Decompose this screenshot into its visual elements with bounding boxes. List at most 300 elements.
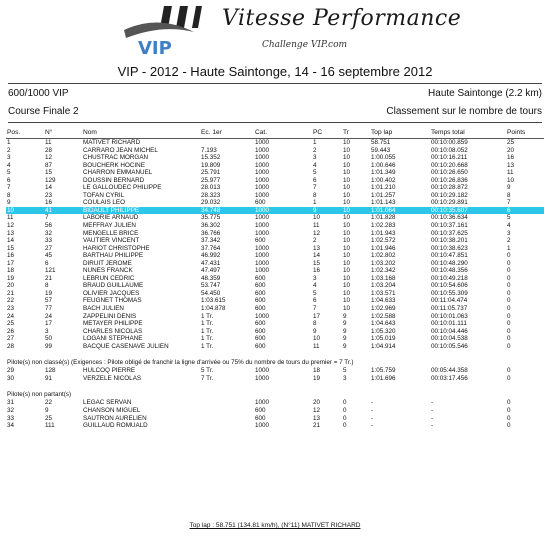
cell-gap: 5 Tr. [201,367,214,375]
cell-category: 1000 [255,184,270,192]
cell-top-lap: 1:00.646 [371,161,396,169]
cell-pos: 21 [7,289,15,297]
cell-number: 111 [45,422,55,430]
cell-laps: 0 [343,422,347,430]
cell-total-time: - [431,422,434,430]
cell-number: 57 [45,297,53,305]
cell-laps: 10 [343,191,351,199]
cell-total-time: 00:10:36.634 [431,214,468,222]
cell-total-time: 00:11:04.474 [431,297,468,305]
cell-pos: 23 [7,305,15,313]
cell-category: 1000 [255,267,270,275]
cell-pos: 20 [7,282,15,290]
cell-gap: 1 Tr. [201,335,214,343]
cell-number: 24 [45,312,53,320]
cell-pos: 34 [7,422,15,430]
cell-points: 0 [507,414,511,422]
cell-class-pos: 18 [313,367,321,375]
cell-name: HULCOQ PIERRE [83,367,136,375]
cell-class-pos: 20 [313,399,321,407]
cell-points: 0 [507,320,511,328]
cell-laps: 10 [343,297,351,305]
cell-category: 1000 [255,312,270,320]
divider [8,122,542,123]
cell-number: 15 [45,169,53,177]
cell-number: 128 [45,367,56,375]
cell-category: 1000 [255,139,270,146]
cell-total-time: 00:10:04.538 [431,335,468,343]
cell-top-lap: - [371,414,374,422]
cell-class-pos: 4 [313,161,317,169]
cell-top-lap: 1:03.168 [371,274,396,282]
cell-total-time: 00:10:37.625 [431,229,468,237]
cell-class-pos: 3 [313,274,317,282]
cell-top-lap: 1:01.257 [371,191,396,199]
cell-points: 0 [507,312,511,320]
cell-name: METAYER PHILIPPE [83,320,143,328]
cell-class-pos: 12 [313,406,321,414]
not-classified-heading [6,356,544,367]
cell-total-time: 00:10:29.182 [431,191,468,199]
cell-category: 600 [255,320,266,328]
table-row [6,328,544,336]
table-row [6,237,544,245]
cell-laps: 10 [343,259,351,267]
cell-total-time: 00:10:38.623 [431,244,468,252]
cell-total-time: 00:10:49.218 [431,274,468,282]
cell-total-time: 00:10:29.891 [431,199,468,207]
table-row [6,184,544,192]
cell-pos: 27 [7,335,15,343]
cell-points: 10 [507,176,515,184]
cell-class-pos: 13 [313,414,321,422]
table-row [6,169,544,177]
cell-name: FEUGNET THOMAS [83,297,142,305]
cell-class-pos: 6 [313,176,317,184]
cell-top-lap: 1:04.643 [371,320,396,328]
cell-pos: 7 [7,184,11,192]
cell-points: 13 [507,161,515,169]
cell-gap: 53.747 [201,282,221,290]
cell-gap: 54.450 [201,289,221,297]
cell-number: 121 [45,267,56,275]
cell-number: 3 [45,327,49,335]
table-row [6,252,544,260]
vip-logo [118,4,208,58]
cell-class-pos: 10 [313,214,321,222]
circuit-label: Haute Saintonge (2.2 km) [428,88,542,99]
cell-pos: 19 [7,274,15,282]
cell-pos: 24 [7,312,15,320]
cell-number: 21 [45,274,53,282]
cell-gap: 47.431 [201,259,221,267]
cell-top-lap: 1:03.202 [371,259,396,267]
cell-laps: 10 [343,244,351,252]
cell-pos: 8 [7,191,11,199]
cell-gap [200,415,254,423]
cell-laps: 9 [343,342,347,350]
cell-points: 0 [507,335,511,343]
cell-number: 9 [45,406,49,414]
cell-class-pos: 7 [313,305,317,313]
cell-points: 0 [507,406,511,414]
cell-gap [200,399,254,407]
cell-class-pos: 5 [313,169,317,177]
cell-gap: 34.748 [200,207,254,215]
not-started-heading [6,388,544,399]
cell-gap: 1:03.615 [201,297,226,305]
cell-gap [200,139,254,147]
column-header-total-time: Temps total [430,128,506,139]
cell-gap: 46.992 [201,252,221,260]
cell-points: 0 [507,327,511,335]
cell-category: 600 [255,342,266,350]
cell-pos: 2 [7,146,11,154]
cell-name: BACQUE CASENAVE JULIEN [83,342,169,350]
cell-gap: 1:04.878 [201,305,226,313]
cell-laps: 10 [343,139,351,146]
cell-pos: 14 [7,237,15,245]
table-row [6,422,544,430]
cell-laps: 10 [343,274,351,282]
cell-points: 20 [507,146,515,154]
cell-category: 1000 [255,244,270,252]
cell-points: 0 [507,282,511,290]
cell-name: TOFAN CYRIL [83,191,125,199]
cell-category: 1000 [255,399,270,407]
cell-points: 5 [507,214,511,222]
cell-class-pos: 10 [313,335,321,343]
cell-number: 7 [45,214,49,222]
cell-pos: 12 [7,222,15,230]
cell-class-pos: 2 [313,146,317,154]
cell-class-pos: 9 [313,327,317,335]
cell-pos: 33 [7,414,15,422]
cell-laps: 0 [343,406,347,414]
cell-laps: 9 [343,320,347,328]
cell-points: 3 [507,229,511,237]
cell-name: CHARLES NICOLAS [83,327,143,335]
cell-total-time: 00:10:48.290 [431,259,468,267]
not-classified-heading-text: Pilote(s) non classé(s) (Exigences : Pilote obligé de franchir la ligne d'arrivée ou 75% du nombre de tours du premier = 7 Tr.) [7,359,354,367]
cell-name: CHUSTRAC MORGAN [83,154,149,162]
cell-number: 45 [45,252,53,260]
cell-pos: 13 [7,229,15,237]
cell-name: NUNES FRANCK [83,267,133,275]
cell-gap: 37.342 [201,237,221,245]
cell-total-time: 00:10:48.356 [431,267,468,275]
cell-pos: 10 [6,207,44,215]
cell-top-lap: 1:01.946 [371,244,396,252]
cell-class-pos: 9 [312,207,342,215]
cell-pos: 32 [7,406,15,414]
table-row [6,162,544,170]
column-header-laps: Tr [342,128,370,139]
cell-number: 23 [45,191,53,199]
cell-top-lap: 1:01.210 [371,184,396,192]
cell-top-lap: 1:03.571 [371,289,396,297]
cell-total-time: 00:10:20.668 [431,161,468,169]
cell-laps: 5 [343,367,347,375]
cell-gap: 15.352 [201,154,221,162]
cell-top-lap: 1:01.696 [371,374,396,382]
cell-pos: 1 [7,139,11,146]
cell-gap [200,407,254,415]
table-row [6,282,544,290]
cell-laps: 10 [343,146,351,154]
column-header-class-pos: PC [312,128,342,139]
table-row [6,297,544,305]
cell-laps: 10 [343,222,351,230]
cell-total-time: 00:10:47.851 [431,252,468,260]
cell-points: 0 [507,342,511,350]
cell-name: BOUCHERK HOCINE [83,161,145,169]
cell-gap: 1 Tr. [201,327,214,335]
table-row [6,367,544,375]
cell-number: 6 [45,259,49,267]
cell-points: 0 [507,422,511,430]
table-row [6,147,544,155]
cell-total-time: 00:10:04.446 [431,327,468,335]
cell-number: 12 [45,154,53,162]
cell-class-pos: 4 [313,282,317,290]
cell-total-time: 00:10:26.650 [431,169,468,177]
cell-total-time: - [431,399,434,407]
cell-class-pos: 11 [313,222,320,230]
table-row [6,375,544,383]
cell-laps: 10 [343,289,351,297]
table-row [6,139,544,147]
cell-total-time: 00:10:08.052 [431,146,468,154]
results-table [6,128,544,430]
cell-name: BIDAULT PHILIPPE [82,207,200,215]
cell-name: BACH JULIEN [83,305,124,313]
ranking-label: Classement sur le nombre de tours [386,106,542,117]
cell-total-time: 00:10:35.607 [430,207,506,215]
cell-top-lap: 1:05.759 [371,367,396,375]
cell-name: BRAUD GUILLAUME [83,282,144,290]
cell-points: 0 [507,259,511,267]
cell-name: DOUSSIN BERNARD [83,176,145,184]
cell-number: 19 [45,289,53,297]
cell-category: 600 [255,274,266,282]
cell-category: 600 [255,335,266,343]
cell-pos: 4 [7,161,11,169]
cell-class-pos: 14 [313,252,321,260]
cell-total-time: 00:10:28.872 [431,184,468,192]
cell-number: 41 [44,207,82,215]
cell-laps: 10 [343,176,351,184]
cell-pos: 5 [7,169,11,177]
cell-laps: 10 [343,305,351,313]
cell-category: 1000 [255,176,270,184]
table-row [6,335,544,343]
cell-name: MEFFRAY JULIEN [83,222,136,230]
cell-class-pos: 2 [313,237,317,245]
cell-class-pos: 19 [313,374,321,382]
cell-pos: 17 [7,259,15,267]
table-row [6,214,544,222]
cell-number: 91 [45,374,53,382]
top-lap-footer: Top lap : 58.751 (134.81 km/h), (N°11) MATIVET RICHARD [189,522,361,529]
cell-points: 16 [507,154,515,162]
cell-name: CHARRON EMMANUEL [83,169,153,177]
cell-class-pos: 13 [313,244,321,252]
cell-total-time: 00:10:01.111 [431,320,467,328]
column-header-gap: Ec. 1er [200,128,254,139]
cell-pos: 9 [7,199,11,207]
column-header-name: Nom [82,128,200,139]
cell-class-pos: 21 [313,422,321,430]
cell-gap: 47.497 [201,267,221,275]
brand-title: Vitesse Performance [222,6,462,31]
cell-name: VAUTIER VINCENT [83,237,140,245]
cell-name: LOGANI STEPHANE [83,335,143,343]
cell-laps: 10 [343,154,351,162]
cell-category: 1000 [254,207,312,215]
cell-top-lap: 1:05.320 [371,327,396,335]
cell-number: 33 [45,237,53,245]
cell-pos: 15 [7,244,15,252]
cell-category: 1000 [255,169,270,177]
cell-gap: 48.359 [201,274,221,282]
cell-number: 32 [45,229,53,237]
not-started-heading-text: Pilote(s) non partant(s) [7,391,72,399]
svg-text:VIP: VIP [138,38,172,58]
cell-top-lap: 1:01.943 [371,229,396,237]
cell-top-lap: 1:04.914 [371,342,396,350]
cell-name: HARIOT CHRISTOPHE [83,244,150,252]
cell-laps: 9 [343,335,347,343]
cell-number: 11 [45,139,52,146]
table-row [6,230,544,238]
cell-name: VERZELE NICOLAS [83,374,142,382]
cell-name: LEBRUN CEDRIC [83,274,135,282]
cell-category: 600 [255,406,266,414]
cell-pos: 22 [7,297,15,305]
cell-name: BARTHAU PHILIPPE [83,252,144,260]
cell-laps: 10 [343,184,351,192]
cell-gap: 28.323 [201,191,221,199]
cell-pos: 26 [7,327,15,335]
cell-points: 1 [507,244,511,252]
cell-points: 0 [507,274,511,282]
cell-total-time: 00:10:05.546 [431,342,468,350]
cell-class-pos: 3 [313,154,317,162]
cell-points: 4 [507,222,511,230]
cell-gap: 1 Tr. [201,320,214,328]
cell-total-time: 00:11:05.737 [431,305,468,313]
cell-top-lap: 1:03.204 [371,282,396,290]
table-row [6,222,544,230]
table-row [6,245,544,253]
cell-number: 27 [45,244,53,252]
cell-total-time: 00:10:26.836 [431,176,468,184]
cell-category: 600 [255,327,266,335]
cell-gap: 19.809 [201,161,221,169]
cell-points: 25 [507,139,515,146]
table-row [6,192,544,200]
cell-total-time: - [431,406,434,414]
cell-total-time: 00:05:44.358 [431,367,468,375]
cell-laps: 3 [343,374,347,382]
cell-number: 129 [45,176,56,184]
cell-points: 2 [507,237,511,245]
cell-class-pos: 7 [313,184,317,192]
cell-category: 600 [255,297,266,305]
cell-total-time: 00:03:17.456 [431,374,468,382]
cell-category: 600 [255,414,266,422]
cell-gap: 36.766 [201,229,221,237]
cell-points: 0 [507,305,511,313]
cell-top-lap: 1:05.019 [371,335,396,343]
cell-category: 1000 [255,214,270,222]
cell-top-lap: 1:01.064 [370,207,430,215]
cell-number: 56 [45,222,53,230]
cell-category: 1000 [255,374,270,382]
cell-laps: 0 [343,414,347,422]
cell-top-lap: - [371,422,374,430]
table-row [6,177,544,185]
cell-top-lap: 1:02.342 [371,267,396,275]
table-row [6,399,544,407]
event-title: VIP - 2012 - Haute Saintonge, 14 - 16 septembre 2012 [117,64,433,79]
cell-points: 7 [507,199,511,207]
cell-top-lap: 1:01.349 [371,169,396,177]
cell-top-lap: 1:00.055 [371,154,396,162]
cell-pos: 31 [7,399,15,407]
table-row [6,275,544,283]
cell-top-lap: 1:02.969 [371,305,396,313]
cell-category: 1000 [255,222,270,230]
cell-top-lap: 1:02.572 [371,237,396,245]
cell-gap: 7 Tr. [201,374,214,382]
cell-points: 0 [507,374,511,382]
cell-category: 1000 [255,154,270,162]
cell-class-pos: 17 [313,312,321,320]
cell-points: 0 [507,367,511,375]
cell-laps: 10 [343,267,351,275]
cell-laps: 10 [343,252,351,260]
cell-class-pos: 15 [313,259,321,267]
cell-class-pos: 8 [313,320,317,328]
cell-gap [200,422,254,430]
cell-class-pos: 8 [313,191,317,199]
cell-number: 77 [45,305,53,313]
cell-name: COULAIS LEO [83,199,125,207]
cell-top-lap: - [371,399,374,407]
cell-number: 22 [45,399,53,407]
cell-category: 1000 [255,422,270,430]
table-header [6,128,544,139]
table-row [6,267,544,275]
cell-category: 1000 [255,252,270,260]
cell-name: SAUTRON AURELIEN [83,414,147,422]
cell-name: LEGAC SERVAN [83,399,132,407]
cell-name: LABORIE ARNAUD [83,214,139,222]
cell-category: 1000 [255,229,270,237]
cell-top-lap: 1:02.802 [371,252,396,260]
cell-total-time: 00:10:01.063 [431,312,468,320]
cell-name: MATIVET RICHARD [83,139,141,146]
column-header-number: N° [44,128,82,139]
cell-pos: 29 [7,367,15,375]
cell-top-lap: 1:02.588 [371,312,396,320]
cell-number: 14 [45,184,53,192]
cell-gap: 37.764 [201,244,221,252]
cell-points: 11 [507,169,514,177]
cell-points: 6 [506,207,544,215]
